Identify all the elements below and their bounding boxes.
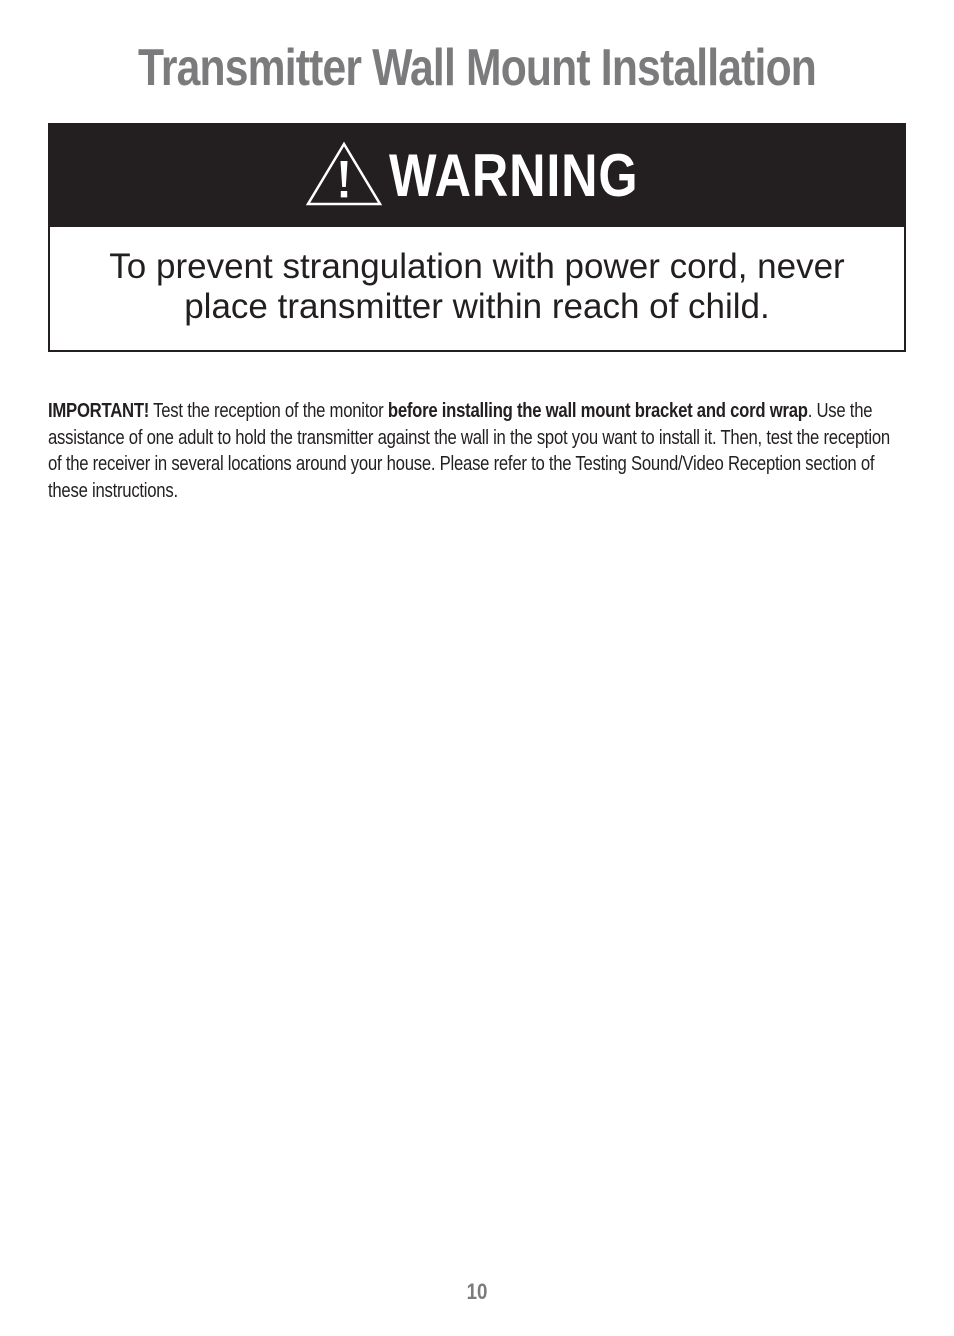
warning-header bbox=[50, 125, 904, 227]
note-text-1: Test the reception of the monitor bbox=[149, 400, 388, 422]
note-emphasis: before installing the wall mount bracket and cord wrap bbox=[387, 400, 808, 422]
warning-message: To prevent strangulation with power cord, never place transmitter within reach of child. bbox=[109, 247, 845, 326]
page-number: 10 bbox=[466, 1279, 488, 1304]
important-label: IMPORTANT! bbox=[48, 400, 150, 422]
warning-triangle-icon bbox=[305, 141, 383, 207]
warning-title: WARNING bbox=[389, 142, 639, 209]
important-note-body bbox=[48, 398, 905, 504]
page-title: Transmitter Wall Mount Installation bbox=[137, 39, 817, 97]
note-text-2: . Use the assistance of one adult to hold the transmitter against the wall in the spot you want to install it. Then, test the reception of the receiver in several locations around your house. Please refer to the Testing Sound/Video Reception section of these instructions. bbox=[48, 400, 890, 502]
important-note bbox=[48, 398, 905, 504]
warning-box bbox=[48, 123, 906, 352]
